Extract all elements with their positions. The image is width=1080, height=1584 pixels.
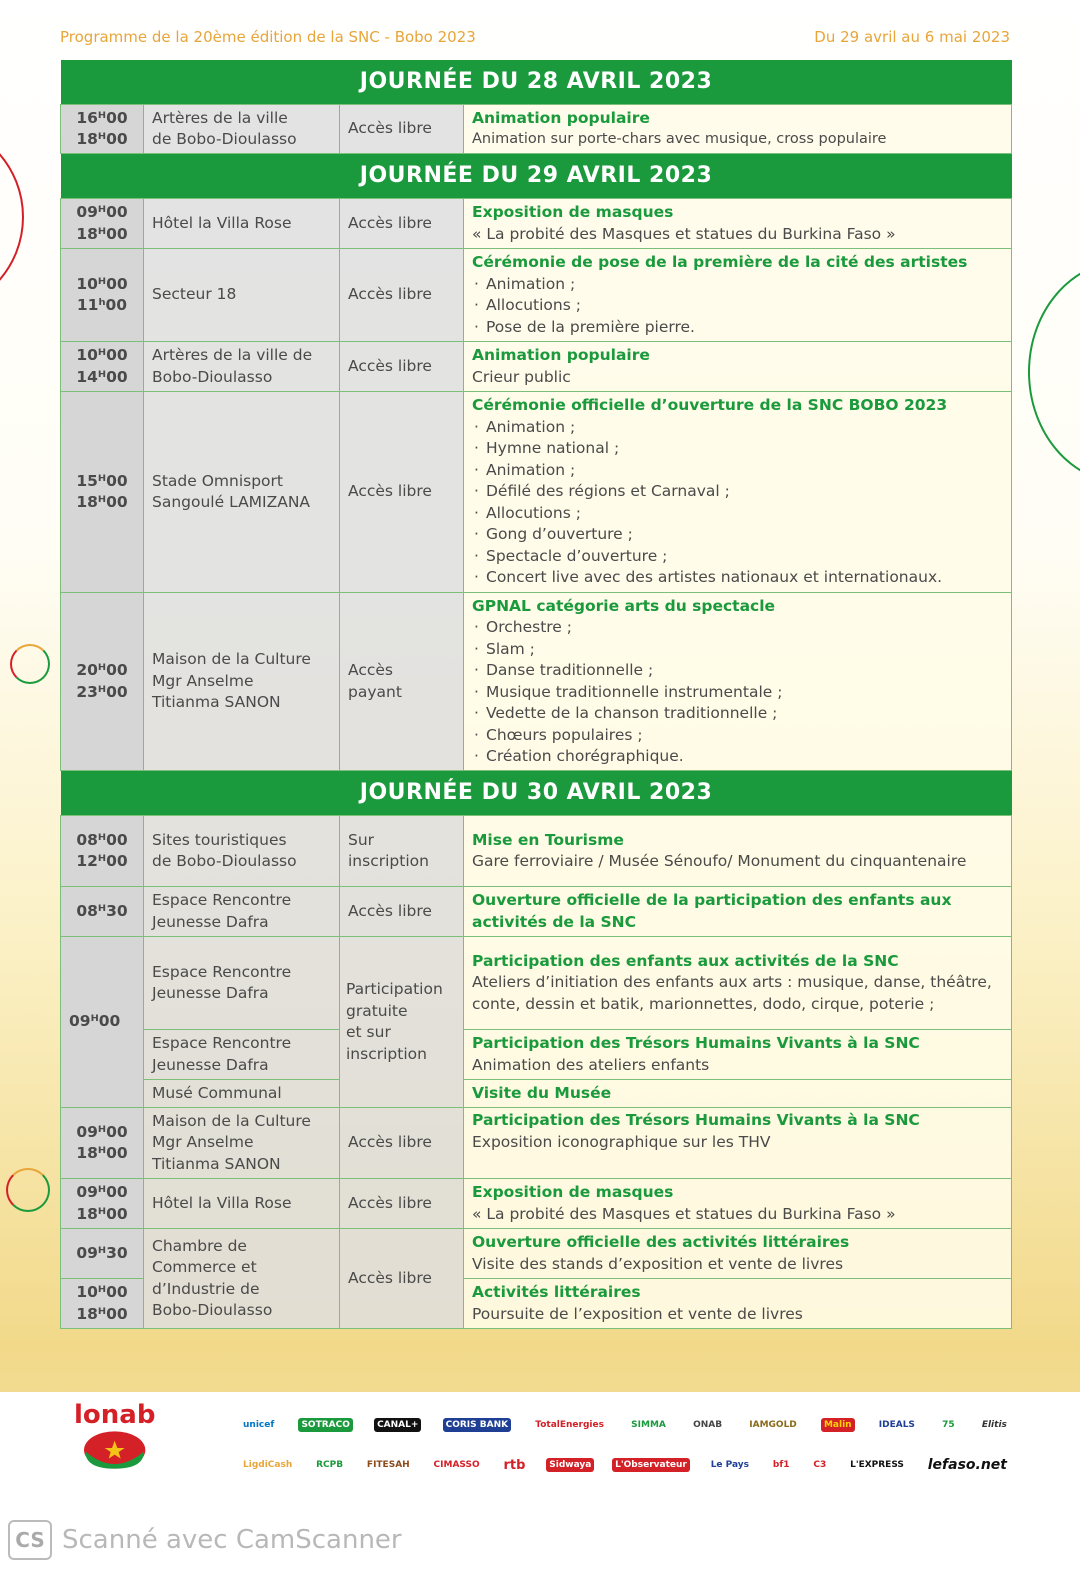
time-cell: 10ᴴ00 14ᴴ00 [61, 342, 144, 392]
access-cell: Accès libre [340, 887, 464, 937]
camscanner-icon: CS [8, 1520, 52, 1560]
activity-title: Exposition de masques [472, 203, 674, 221]
activity-desc: Exposition iconographique sur les THV [472, 1132, 771, 1151]
activity-desc: Animation sur porte-chars avec musique, cross populaire [472, 131, 887, 147]
activity-title: Visite du Musée [472, 1083, 612, 1102]
table-row [61, 1229, 1012, 1279]
sponsor-logo: CANAL+ [374, 1418, 421, 1432]
place-cell: Hôtel la Villa Rose [144, 199, 340, 249]
time-cell: 08ᴴ00 12ᴴ00 [61, 816, 144, 887]
time-cell: 09ᴴ00 18ᴴ00 [61, 1108, 144, 1179]
activity-title: Exposition de masques [472, 1183, 674, 1201]
sponsor-logo: Elitis [981, 1420, 1007, 1430]
date-range: Du 29 avril au 6 mai 2023 [814, 28, 1010, 46]
activity-cell [464, 887, 1012, 937]
time-cell: 10ᴴ00 18ᴴ00 [61, 1279, 144, 1329]
sponsor-logo: C3 [813, 1460, 827, 1470]
programme-table [60, 60, 1012, 1329]
activity-cell [464, 249, 1012, 342]
sponsor-logo: CORIS BANK [443, 1418, 511, 1432]
activity-cell [464, 199, 1012, 249]
list-item: · Danse traditionnelle ; [472, 660, 1003, 682]
access-cell: Accès libre [340, 249, 464, 342]
access-cell: Accès libre [340, 342, 464, 392]
activity-desc: Poursuite de l’exposition et vente de livres [472, 1304, 803, 1323]
camscanner-text: Scanné avec CamScanner [62, 1525, 402, 1555]
access-cell: Accès libre [340, 1229, 464, 1329]
place-cell: Espace Rencontre Jeunesse Dafra [144, 887, 340, 937]
place-cell: Secteur 18 [144, 249, 340, 342]
sponsor-logos-row-1 [240, 1418, 1010, 1432]
table-row [61, 887, 1012, 937]
list-item: · Création chorégraphique. [472, 746, 1003, 768]
place-cell: Musé Communal [144, 1080, 340, 1108]
time-cell: 09ᴴ30 [61, 1229, 144, 1279]
sponsor-logo: Le Pays [710, 1460, 750, 1470]
place-cell: Espace Rencontre Jeunesse Dafra [144, 1030, 340, 1080]
table-row [61, 342, 1012, 392]
list-item: · Allocutions ; [472, 503, 1003, 525]
sponsor-logo: ONAB [693, 1420, 723, 1430]
time-cell: 16ᴴ00 18ᴴ00 [61, 105, 144, 154]
time-cell: 08ᴴ30 [61, 887, 144, 937]
access-cell: Accès libre [340, 1108, 464, 1179]
activity-desc: Visite des stands d’exposition et vente de livres [472, 1254, 844, 1273]
activity-cell [464, 392, 1012, 593]
activity-title: Participation des Trésors Humains Vivants à la SNC [472, 1034, 920, 1052]
time-cell: 09ᴴ00 18ᴴ00 [61, 1179, 144, 1229]
activity-title: Ouverture officielle des activités littéraires [472, 1233, 850, 1251]
activity-title: Participation des enfants aux activités de la SNC [472, 951, 899, 970]
list-item: · Concert live avec des artistes nationaux et internationaux. [472, 567, 1003, 589]
list-item: · Gong d’ouverture ; [472, 524, 1003, 546]
table-row [61, 199, 1012, 249]
activity-cell [464, 937, 1012, 1030]
activity-title: Mise en Tourisme [472, 830, 624, 849]
sponsor-logo: lefaso.net [927, 1457, 1007, 1473]
activity-list [472, 417, 1003, 589]
place-cell: Artères de la ville de Bobo-Dioulasso [144, 342, 340, 392]
activity-title: GPNAL catégorie arts du spectacle [472, 596, 776, 615]
camscanner-watermark [8, 1520, 402, 1560]
activity-desc: « La probité des Masques et statues du Burkina Faso » [472, 1204, 896, 1223]
access-cell: Sur inscription [340, 816, 464, 887]
sponsor-logo: L'Observateur [612, 1458, 690, 1472]
sponsor-logo: bf1 [772, 1460, 790, 1470]
sponsor-logo: SIMMA [631, 1420, 666, 1430]
activity-cell [464, 105, 1012, 154]
table-row [61, 1108, 1012, 1179]
table-row [61, 937, 1012, 1030]
day-header [61, 60, 1012, 105]
day-title: JOURNÉE DU 29 AVRIL 2023 [61, 154, 1012, 199]
activity-cell [464, 816, 1012, 887]
activity-list [472, 274, 1003, 339]
activity-title: Activités littéraires [472, 1283, 641, 1301]
list-item: · Chœurs populaires ; [472, 725, 1003, 747]
sponsor-logo: LigdiCash [243, 1460, 293, 1470]
list-item: · Allocutions ; [472, 295, 1003, 317]
access-cell: Accès libre [340, 105, 464, 154]
list-item: · Animation ; [472, 460, 1003, 482]
access-cell: Accès libre [340, 1179, 464, 1229]
sponsor-logos-row-2 [240, 1455, 1010, 1475]
place-cell: Espace Rencontre Jeunesse Dafra [144, 937, 340, 1030]
list-item: · Slam ; [472, 639, 1003, 661]
sponsor-logo: 75 [942, 1420, 955, 1430]
day-title: JOURNÉE DU 30 AVRIL 2023 [61, 771, 1012, 816]
lonab-logo-text: lonab [74, 1400, 156, 1430]
list-item: · Animation ; [472, 274, 1003, 296]
activity-desc: Animation des ateliers enfants [472, 1055, 710, 1074]
access-cell: Accès payant [340, 593, 464, 771]
table-row [61, 1179, 1012, 1229]
activity-list [472, 617, 1003, 768]
sponsor-logo: SOTRACO [298, 1418, 352, 1432]
list-item: · Orchestre ; [472, 617, 1003, 639]
place-cell: Maison de la Culture Mgr Anselme Titianma SANON [144, 593, 340, 771]
activity-cell [464, 1108, 1012, 1179]
sponsor-logo: IDEALS [878, 1420, 915, 1430]
lonab-logo-icon [68, 1430, 164, 1490]
time-cell: 09ᴴ00 [61, 937, 144, 1108]
activity-title: Participation des Trésors Humains Vivants à la SNC [472, 1111, 920, 1129]
day-header [61, 154, 1012, 199]
list-item: · Défilé des régions et Carnaval ; [472, 481, 1003, 503]
sponsor-logo: FITESAH [366, 1460, 410, 1470]
activity-cell [464, 1030, 1012, 1080]
place-cell: Artères de la ville de Bobo-Dioulasso [144, 105, 340, 154]
activity-desc: Gare ferroviaire / Musée Sénoufo/ Monument du cinquantenaire [472, 852, 967, 870]
sponsor-logo: rtb [503, 1457, 526, 1473]
table-row [61, 105, 1012, 154]
activity-title: Cérémonie officielle d’ouverture de la SNC BOBO 2023 [472, 396, 948, 415]
table-row [61, 593, 1012, 771]
activity-cell [464, 1279, 1012, 1329]
time-cell: 10ᴴ00 11ʰ00 [61, 249, 144, 342]
list-item: · Animation ; [472, 417, 1003, 439]
place-cell: Hôtel la Villa Rose [144, 1179, 340, 1229]
time-cell: 15ᴴ00 18ᴴ00 [61, 392, 144, 593]
list-item: · Spectacle d’ouverture ; [472, 546, 1003, 568]
activity-cell [464, 593, 1012, 771]
day-title: JOURNÉE DU 28 AVRIL 2023 [61, 60, 1012, 105]
activity-cell [464, 342, 1012, 392]
place-cell: Sites touristiques de Bobo-Dioulasso [144, 816, 340, 887]
access-cell: Accès libre [340, 199, 464, 249]
activity-desc: « La probité des Masques et statues du Burkina Faso » [472, 224, 896, 243]
sponsor-logo: Malin [821, 1418, 855, 1432]
programme-title: Programme de la 20ème édition de la SNC - Bobo 2023 [60, 28, 476, 46]
sponsor-logo: IAMGOLD [749, 1420, 797, 1430]
sponsor-logo: unicef [243, 1420, 275, 1430]
sponsor-logo: L'EXPRESS [850, 1460, 904, 1470]
list-item: · Vedette de la chanson traditionnelle ; [472, 703, 1003, 725]
sponsor-logo: TotalEnergies [535, 1420, 604, 1430]
list-item: · Musique traditionnelle instrumentale ; [472, 682, 1003, 704]
sponsor-logo: Sidwaya [546, 1458, 594, 1472]
time-cell: 09ᴴ00 18ᴴ00 [61, 199, 144, 249]
table-row [61, 1030, 1012, 1080]
activity-desc: Crieur public [472, 367, 571, 386]
decorative-circle-right-green [1028, 260, 1080, 484]
sponsor-logo: CIMASSO [433, 1460, 480, 1470]
decorative-circle-left-red [0, 120, 24, 314]
time-cell: 20ᴴ00 23ᴴ00 [61, 593, 144, 771]
activity-title: Ouverture officielle de la participation des enfants aux activités de la SNC [472, 891, 952, 931]
activity-desc: Ateliers d’initiation des enfants aux arts : musique, danse, théâtre, conte, dessin et batik, marionnettes, dodo, cirque, poterie ; [472, 973, 992, 1013]
list-item: · Pose de la première pierre. [472, 317, 1003, 339]
table-row [61, 249, 1012, 342]
place-cell: Chambre de Commerce et d’Industrie de Bobo-Dioulasso [144, 1229, 340, 1329]
day-header [61, 771, 1012, 816]
table-row [61, 392, 1012, 593]
activity-title: Animation populaire [472, 346, 650, 364]
list-item: · Hymne national ; [472, 438, 1003, 460]
place-cell: Maison de la Culture Mgr Anselme Titianma SANON [144, 1108, 340, 1179]
activity-cell [464, 1179, 1012, 1229]
activity-cell [464, 1080, 1012, 1108]
sponsor-logo: RCPB [316, 1460, 344, 1470]
activity-cell [464, 1229, 1012, 1279]
table-row [61, 1080, 1012, 1108]
access-cell: Participation gratuite et sur inscription [340, 937, 464, 1108]
activity-title: Cérémonie de pose de la première de la cité des artistes [472, 253, 968, 271]
access-cell: Accès libre [340, 392, 464, 593]
decorative-ring-left-1 [10, 644, 50, 684]
table-row [61, 816, 1012, 887]
place-cell: Stade Omnisport Sangoulé LAMIZANA [144, 392, 340, 593]
decorative-ring-left-2 [6, 1168, 50, 1212]
activity-title: Animation populaire [472, 108, 650, 127]
